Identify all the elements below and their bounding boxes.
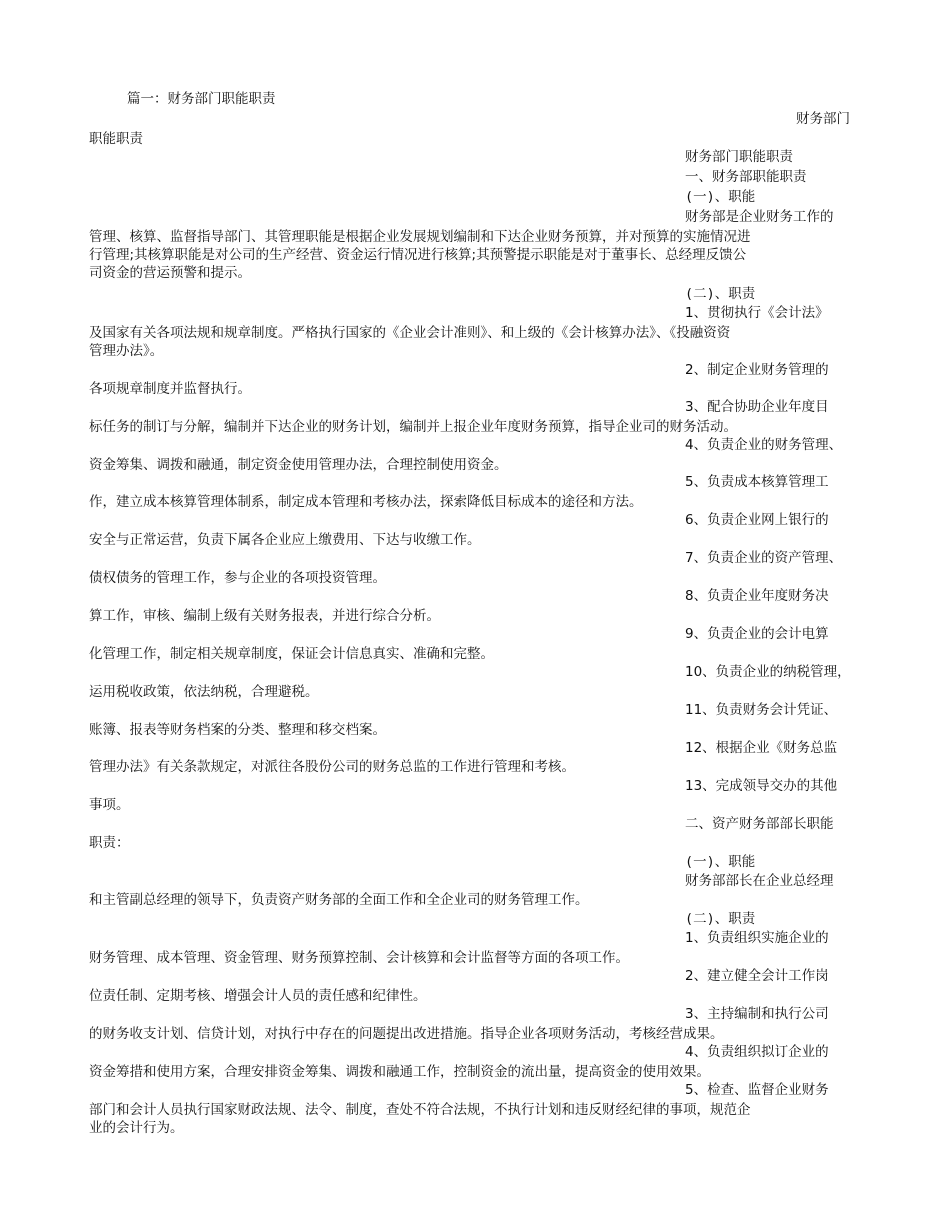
text-line: 1、贯彻执行《会计法》 [685, 305, 829, 321]
text-line: 管理、核算、监督指导部门、其管理职能是根据企业发展规划编制和下达企业财务预算，并对预算的实施情况进 [89, 229, 751, 245]
text-line: 职能职责 [89, 131, 143, 147]
text-line: 各项规章制度并监督执行。 [89, 381, 251, 397]
text-line: 作，建立成本核算管理体制系，制定成本管理和考核办法，探索降低目标成本的途径和方法。 [89, 494, 643, 510]
text-line: 5、负责成本核算管理工 [685, 474, 829, 490]
text-line: 和主管副总经理的领导下，负责资产财务部的全面工作和全企业司的财务管理工作。 [89, 892, 589, 908]
text-line: 8、负责企业年度财务决 [685, 588, 829, 604]
subsection-heading: (二)、职责 [685, 911, 756, 927]
text-line: 资金筹集、调拨和融通，制定资金使用管理办法，合理控制使用资金。 [89, 457, 508, 473]
text-line: 财务部是企业财务工作的 [685, 209, 834, 225]
text-line: 2、制定企业财务管理的 [685, 362, 829, 378]
subsection-heading: (一)、职能 [685, 189, 756, 205]
text-line: 业的会计行为。 [89, 1120, 184, 1136]
heading-right: 财务部门 [796, 111, 850, 127]
text-line: 11、负责财务会计凭证、 [685, 702, 838, 718]
text-line: 3、主持编制和执行公司 [685, 1006, 829, 1022]
text-line: 5、检查、监督企业财务 [685, 1082, 829, 1098]
text-line: 职责： [89, 835, 130, 851]
text-line: 行管理;其核算职能是对公司的生产经营、资金运行情况进行核算;其预警提示职能是对于董事长、总经理反馈公 [89, 247, 747, 263]
text-line: 账簿、报表等财务档案的分类、整理和移交档案。 [89, 722, 386, 738]
text-line: 及国家有关各项法规和规章制度。严格执行国家的《企业会计准则》、和上级的《会计核算办法》、《投融资资 [89, 325, 731, 341]
text-line: 位责任制、定期考核、增强会计人员的责任感和纪律性。 [89, 988, 427, 1004]
text-line: 2、建立健全会计工作岗 [685, 968, 829, 984]
text-line: 事项。 [89, 797, 130, 813]
subsection-heading: (二)、职责 [685, 286, 756, 302]
text-line: 3、配合协助企业年度目 [685, 399, 829, 415]
text-line: 4、负责企业的财务管理、 [685, 437, 843, 453]
section-heading: 二、资产财务部部长职能 [685, 816, 834, 832]
text-line: 7、负责企业的资产管理、 [685, 550, 843, 566]
text-line: 财务部部长在企业总经理 [685, 873, 834, 889]
text-line: 13、完成领导交办的其他 [685, 778, 838, 794]
text-line: 司资金的营运预警和提示。 [89, 265, 251, 281]
text-line: 1、负责组织实施企业的 [685, 930, 829, 946]
text-line: 管理办法》有关条款规定，对派往各股份公司的财务总监的工作进行管理和考核。 [89, 759, 575, 775]
subsection-heading: (一)、职能 [685, 854, 756, 870]
text-line: 财务管理、成本管理、资金管理、财务预算控制、会计核算和会计监督等方面的各项工作。 [89, 950, 629, 966]
text-line: 债权债务的管理工作，参与企业的各项投资管理。 [89, 570, 386, 586]
text-line: 管理办法》。 [89, 343, 164, 359]
text-line: 安全与正常运营，负责下属各企业应上缴费用、下达与收缴工作。 [89, 532, 481, 548]
text-line: 4、负责组织拟订企业的 [685, 1044, 829, 1060]
text-line: 化管理工作，制定相关规章制度，保证会计信息真实、准确和完整。 [89, 646, 494, 662]
section-heading: 一、财务部职能职责 [685, 169, 807, 185]
text-line: 标任务的制订与分解，编制并下达企业的财务计划，编制并上报企业年度财务预算，指导企业司的财务活动。 [89, 419, 737, 435]
text-line: 运用税收政策，依法纳税，合理避税。 [89, 684, 319, 700]
text-line: 9、负责企业的会计电算 [685, 626, 829, 642]
section-heading: 财务部门职能职责 [685, 149, 793, 165]
text-line: 部门和会计人员执行国家财政法规、法令、制度，查处不符合法规，不执行计划和违反财经纪律的事项，规范企 [89, 1102, 751, 1118]
text-line: 算工作，审核、编制上级有关财务报表，并进行综合分析。 [89, 608, 440, 624]
doc-title: 篇一：财务部门职能职责 [127, 91, 276, 107]
text-line: 6、负责企业网上银行的 [685, 512, 829, 528]
text-line: 12、根据企业《财务总监 [685, 740, 838, 756]
text-line: 资金筹措和使用方案，合理安排资金筹集、调拨和融通工作，控制资金的流出量，提高资金的使用效果。 [89, 1064, 710, 1080]
text-line: 的财务收支计划、信贷计划，对执行中存在的问题提出改进措施。指导企业各项财务活动，考核经营成果。 [89, 1026, 724, 1042]
text-line: 10、负责企业的纳税管理， [685, 664, 851, 680]
